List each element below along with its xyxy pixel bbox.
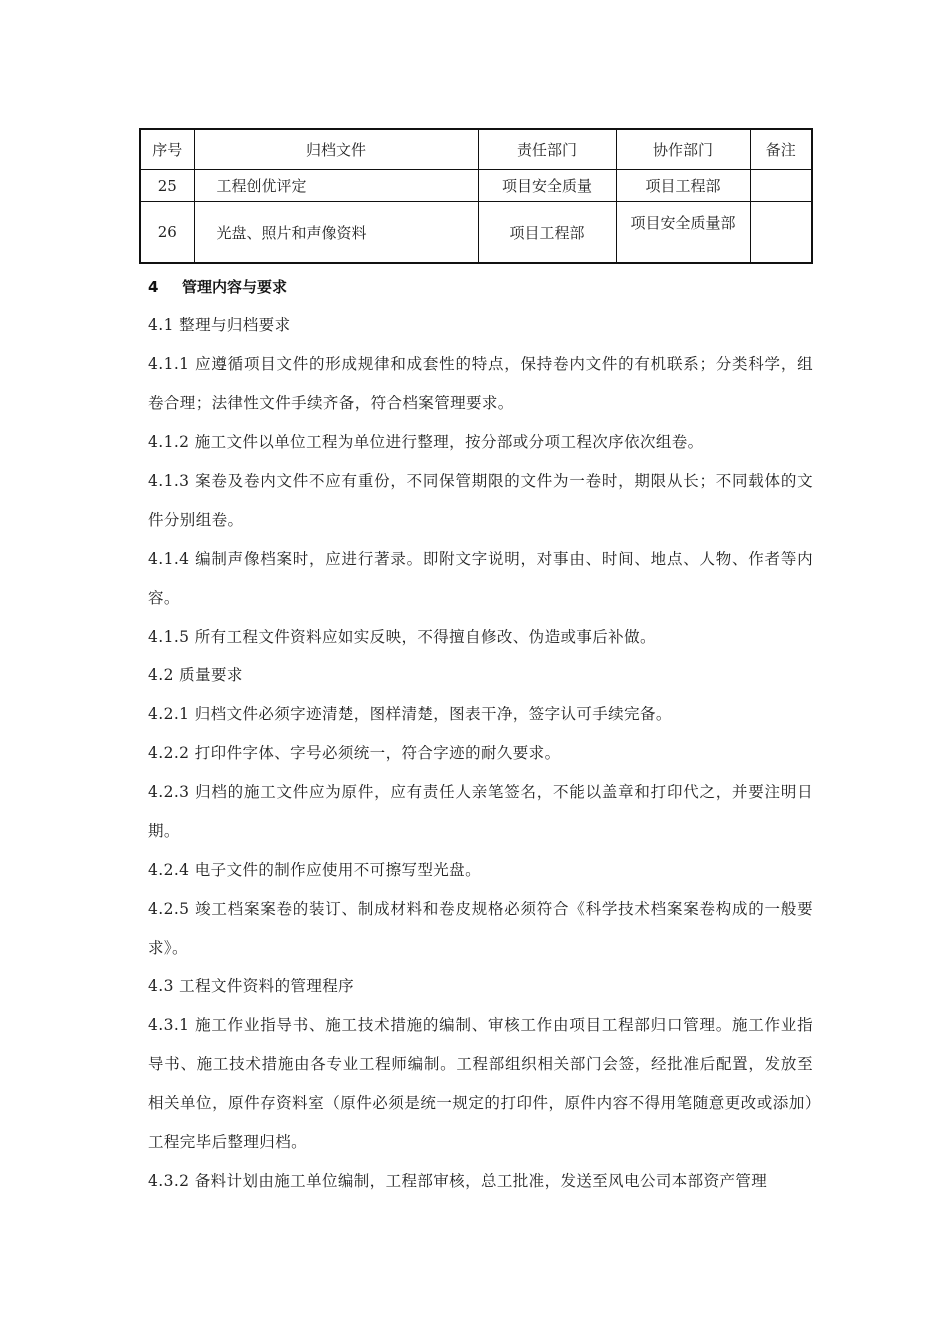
- section-number: 4: [148, 278, 159, 296]
- paragraph: 4.1 整理与归档要求: [148, 316, 291, 334]
- header-note: 备注: [750, 129, 812, 170]
- cell-file: 工程创优评定: [194, 170, 478, 202]
- paragraph: 4.1.5 所有工程文件资料应如实反映，不得擅自修改、伪造或事后补做。: [148, 628, 656, 646]
- paragraph: 4.2 质量要求: [148, 666, 243, 684]
- paragraph: 4.2.5 竣工档案案卷的装订、制成材料和卷皮规格必须符合《科学技术档案案卷构成的一般要求》。: [148, 900, 813, 957]
- section-heading: [148, 276, 287, 297]
- header-coop: 协作部门: [616, 129, 750, 170]
- header-no: 序号: [140, 129, 194, 170]
- paragraph: 4.2.1 归档文件必须字迹清楚，图样清楚，图表干净，签字认可手续完备。: [148, 705, 672, 723]
- cell-note: [750, 170, 812, 202]
- archive-table: [139, 128, 813, 264]
- cell-no: 25: [140, 170, 194, 202]
- paragraph: 4.1.4 编制声像档案时，应进行著录。即附文字说明，对事由、时间、地点、人物、作者等内容。: [148, 550, 813, 607]
- paragraph: 4.3.1 施工作业指导书、施工技术措施的编制、审核工作由项目工程部归口管理。施工作业指导书、施工技术措施由各专业工程师编制。工程部组织相关部门会签，经批准后配置，发放至相关单位，原件存资料室（原件必须是统一规定的打印件，原件内容不得用笔随意更改或添加）工程完毕后整理归档。: [148, 1016, 813, 1151]
- paragraph: 4.3 工程文件资料的管理程序: [148, 977, 355, 995]
- cell-coop: 项目工程部: [616, 170, 750, 202]
- paragraph: 4.2.2 打印件字体、字号必须统一，符合字迹的耐久要求。: [148, 744, 561, 762]
- paragraph: 4.1.2 施工文件以单位工程为单位进行整理，按分部或分项工程次序依次组卷。: [148, 433, 704, 451]
- paragraph: 4.2.4 电子文件的制作应使用不可擦写型光盘。: [148, 861, 481, 879]
- table-row: [140, 170, 812, 202]
- paragraph: 4.1.3 案卷及卷内文件不应有重份，不同保管期限的文件为一卷时，期限从长；不同载体的文件分别组卷。: [148, 472, 813, 529]
- paragraph: 4.1.1 应遵循项目文件的形成规律和成套性的特点，保持卷内文件的有机联系；分类科学，组卷合理；法律性文件手续齐备，符合档案管理要求。: [148, 355, 813, 412]
- section-title: 管理内容与要求: [182, 278, 288, 296]
- cell-file: 光盘、照片和声像资料: [194, 202, 478, 264]
- table-header-row: [140, 129, 812, 170]
- header-file: 归档文件: [194, 129, 478, 170]
- cell-no: 26: [140, 202, 194, 264]
- paragraph: 4.3.2 备料计划由施工单位编制，工程部审核，总工批准，发送至风电公司本部资产管理: [148, 1172, 768, 1190]
- cell-coop-wrapper: [616, 202, 750, 264]
- cell-note: [750, 202, 812, 264]
- cell-resp: 项目安全质量: [478, 170, 616, 202]
- cell-resp: 项目工程部: [478, 202, 616, 264]
- table-row: [140, 202, 812, 264]
- paragraph: 4.2.3 归档的施工文件应为原件，应有责任人亲笔签名，不能以盖章和打印代之，并要注明日期。: [148, 783, 813, 840]
- cell-coop: 项目安全质量部: [630, 214, 736, 232]
- header-resp: 责任部门: [478, 129, 616, 170]
